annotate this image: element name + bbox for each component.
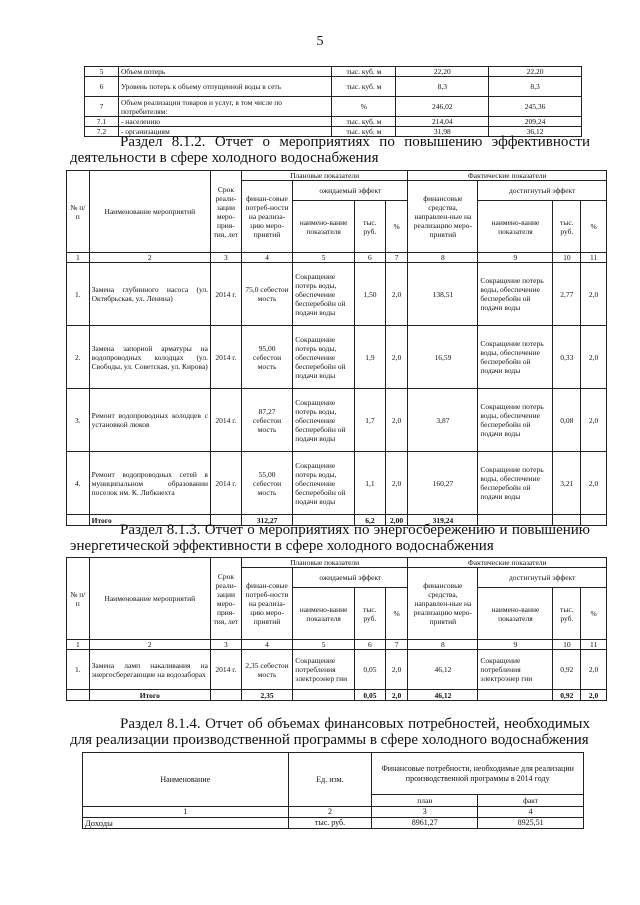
plan-indicator-name: Сокращение потерь воды, обеспечение бесперебойн ой подачи воды [293, 326, 355, 389]
name-header: Наименование [83, 753, 289, 807]
row-number: 4. [67, 452, 90, 515]
fact-effect-percent: 2,0 [581, 263, 607, 326]
total-number [67, 690, 90, 701]
total-row [67, 690, 607, 701]
fact-effect-percent: 2,0 [581, 650, 607, 690]
expected-effect-header: ожидаемый эффект [293, 568, 408, 588]
row-plan: 22,20 [396, 67, 489, 77]
row-plan: 31,98 [396, 127, 489, 137]
total-fact-financial: 46,12 [408, 690, 478, 701]
fact-financial-spent: 3,87 [408, 389, 478, 452]
fact-effect-percent: 2,0 [581, 326, 607, 389]
total-term [210, 690, 241, 701]
total-plan-financial: 312,27 [241, 515, 292, 526]
fact-effect-rub: 0,08 [553, 389, 581, 452]
fact-group-header: Фактические показатели [408, 171, 607, 181]
row-unit: % [332, 97, 396, 117]
fact-effect-rub: 0,33 [553, 326, 581, 389]
fact-indicator-name: Сокращение потерь воды, обеспечение бесперебойн ой подачи воды [478, 263, 553, 326]
table-row [67, 650, 607, 690]
plan-effect-rub: 1,1 [354, 452, 385, 515]
column-number: 4 [241, 640, 292, 650]
column-number: 7 [385, 253, 408, 263]
indicator-header: наимено-вание показателя [478, 201, 553, 253]
plan-effect-rub: 1,50 [354, 263, 385, 326]
section-title-line: Раздел 8.1.2. Отчет о мероприятиях по повышению эффективности [120, 134, 590, 150]
column-number: 2 [89, 253, 210, 263]
row-unit: тыс. куб. м [332, 77, 396, 97]
column-number: 2 [89, 640, 210, 650]
row-name: Доходы [83, 817, 289, 828]
table-row [85, 117, 582, 127]
achieved-effect-header: достигнутый эффект [478, 181, 607, 201]
fact-indicator-name: Сокращение потребления электроэнер гии [478, 650, 553, 690]
indicator-header: наимено-вание показателя [293, 201, 355, 253]
section-title-line: Раздел 8.1.4. Отчет об объемах финансовых потребностей, необходимых [120, 716, 590, 732]
plan-financial-need: 95,00 себестои мость [241, 326, 292, 389]
unit-header: Ед. изм. [288, 753, 372, 807]
row-number: 7.1 [85, 117, 119, 127]
column-number: 2 [288, 807, 372, 818]
col-name-header: Наименование мероприятий [89, 558, 210, 640]
rub-header: тыс. руб. [354, 588, 385, 640]
fact-indicator-name: Сокращение потерь воды, обеспечение бесперебойн ой подачи воды [478, 452, 553, 515]
percent-header: % [581, 201, 607, 253]
total-fact-indicator [478, 690, 553, 701]
column-number: 3 [210, 253, 241, 263]
column-number: 1 [67, 640, 90, 650]
indicator-header: наимено-вание показателя [293, 588, 355, 640]
fact-financial-spent: 138,51 [408, 263, 478, 326]
row-fact: 8,3 [489, 77, 582, 97]
page-number: 5 [316, 34, 324, 49]
plan-effect-rub: 1,7 [354, 389, 385, 452]
column-number: 1 [67, 253, 90, 263]
measure-term: 2014 г. [210, 389, 241, 452]
fact-effect-percent: 2,0 [581, 452, 607, 515]
total-plan-rub: 6,2 [354, 515, 385, 526]
measures-efficiency-table [66, 170, 607, 526]
section-title-line: для реализации производственной программы в сфере холодного водоснабжения [70, 732, 589, 748]
column-number: 1 [83, 807, 289, 818]
row-name: Объем потерь [118, 67, 332, 77]
plan-financial-need: 55,00 себестои мость [241, 452, 292, 515]
table-row [85, 97, 582, 117]
table-row [85, 77, 582, 97]
fact-indicator-name: Сокращение потерь воды, обеспечение бесперебойн ой подачи воды [478, 389, 553, 452]
row-number: 6 [85, 77, 119, 97]
table-row [67, 326, 607, 389]
column-number: 8 [408, 640, 478, 650]
percent-header: % [385, 201, 408, 253]
measure-name: Ремонт водопроводных сетей в муниципальном образовании поселок им. К. Либкнехта [89, 452, 210, 515]
table-row [67, 452, 607, 515]
total-label: Итого [89, 515, 210, 526]
section-title-line: деятельности в сфере холодного водоснабжения [70, 150, 379, 166]
fact-effect-percent: 2,0 [581, 389, 607, 452]
measure-term: 2014 г. [210, 650, 241, 690]
rub-header: тыс. руб. [553, 588, 581, 640]
row-unit: тыс. куб. м [332, 67, 396, 77]
row-fact: 36,12 [489, 127, 582, 137]
fact-fin-header: финансовые средства, направлен-ные на реализацию меро-приятий [408, 181, 478, 253]
needs-header: Финансовые потребности, необходимые для реализации производственной программы в 2014 году [372, 753, 584, 795]
row-number: 1. [67, 263, 90, 326]
section-title-line: энергетической эффективности в сфере холодного водоснабжения [70, 538, 494, 554]
fact-financial-spent: 16,59 [408, 326, 478, 389]
section-8-1-3-title [70, 522, 590, 554]
section-title-line: Раздел 8.1.3. Отчет о мероприятиях по энергосбережению и повышению [120, 522, 590, 538]
plan-fin-header: финан-совые потреб-ности на реализа-цию меро-приятий [241, 181, 292, 253]
total-plan-rub: 0,05 [354, 690, 385, 701]
column-number: 5 [293, 640, 355, 650]
column-number: 3 [210, 640, 241, 650]
column-number: 6 [354, 253, 385, 263]
column-number: 9 [478, 253, 553, 263]
row-unit: тыс. куб. м [332, 127, 396, 137]
fact-effect-rub: 3,21 [553, 452, 581, 515]
percent-header: % [581, 588, 607, 640]
column-number: 10 [553, 640, 581, 650]
plan-group-header: Плановые показатели [241, 558, 408, 568]
plan-indicator-name: Сокращение потребления электроэнер гии [293, 650, 355, 690]
measure-term: 2014 г. [210, 326, 241, 389]
plan-financial-need: 75,0 себестои мость [241, 263, 292, 326]
column-numbers-row [83, 807, 584, 818]
plan-indicator-name: Сокращение потерь воды, обеспечение бесперебойн ой подачи воды [293, 389, 355, 452]
table-row [83, 817, 584, 828]
achieved-effect-header: достигнутый эффект [478, 568, 607, 588]
indicator-header: наимено-вание показателя [478, 588, 553, 640]
column-number: 11 [581, 253, 607, 263]
fact-effect-rub: 0,92 [553, 650, 581, 690]
row-plan: 8961,27 [372, 817, 478, 828]
plan-financial-need: 87,27 себестои мость [241, 389, 292, 452]
plan-header: план [372, 795, 478, 807]
column-number: 10 [553, 253, 581, 263]
plan-indicator-name: Сокращение потерь воды, обеспечение бесперебойн ой подачи воды [293, 263, 355, 326]
row-number: 7 [85, 97, 119, 117]
row-plan: 214,04 [396, 117, 489, 127]
row-fact: 245,36 [489, 97, 582, 117]
expected-effect-header: ожидаемый эффект [293, 181, 408, 201]
total-fact-rub: 0,92 [553, 690, 581, 701]
financial-needs-table [82, 752, 584, 829]
total-plan-percent: 2,00 [385, 515, 408, 526]
plan-effect-percent: 2,0 [385, 650, 408, 690]
plan-effect-percent: 2,0 [385, 389, 408, 452]
fact-group-header: Фактические показатели [408, 558, 607, 568]
column-number: 4 [478, 807, 584, 818]
row-plan: 246,02 [396, 97, 489, 117]
row-name: Уровень потерь к объему отпущенной воды в сеть [118, 77, 332, 97]
total-fact-percent: 2,0 [581, 690, 607, 701]
column-number: 4 [241, 253, 292, 263]
percent-header: % [385, 588, 408, 640]
column-numbers-row [67, 253, 607, 263]
col-name-header: Наименование мероприятий [89, 171, 210, 253]
measure-name: Замена ламп накаливания на энергосберегающие на водозаборах [89, 650, 210, 690]
fact-fin-header: финансовые средства, направлен-ные на реализацию меро-приятий [408, 568, 478, 640]
column-number: 6 [354, 640, 385, 650]
row-number: 3. [67, 389, 90, 452]
rub-header: тыс. руб. [553, 201, 581, 253]
rub-header: тыс. руб. [354, 201, 385, 253]
measure-term: 2014 г. [210, 263, 241, 326]
plan-effect-rub: 0,05 [354, 650, 385, 690]
section-8-1-4-title [70, 716, 590, 748]
row-fact: 8925,51 [478, 817, 584, 828]
col-term-header: Срок реали-зации меро-прия-тия, лет [210, 171, 241, 253]
table-row [67, 263, 607, 326]
row-unit: тыс. руб. [288, 817, 372, 828]
column-number: 7 [385, 640, 408, 650]
column-number: 9 [478, 640, 553, 650]
top-table [84, 66, 582, 137]
row-number: 7.2 [85, 127, 119, 137]
col-term-header: Срок реали-зации меро-прия-тия, лет [210, 558, 241, 640]
total-label: Итого [89, 690, 210, 701]
plan-group-header: Плановые показатели [241, 171, 408, 181]
plan-effect-percent: 2,0 [385, 326, 408, 389]
plan-financial-need: 2,35 себестои мость [241, 650, 292, 690]
table-row [85, 67, 582, 77]
fact-header: факт [478, 795, 584, 807]
plan-indicator-name: Сокращение потерь воды, обеспечение бесперебойн ой подачи воды [293, 452, 355, 515]
fact-financial-spent: 46,12 [408, 650, 478, 690]
measures-energy-table [66, 557, 607, 701]
row-plan: 8,3 [396, 77, 489, 97]
row-fact: 22,20 [489, 67, 582, 77]
row-name: - населению [118, 117, 332, 127]
total-fact-financial: 319,24 [408, 515, 478, 526]
total-plan-percent: 2,0 [385, 690, 408, 701]
row-number: 2. [67, 326, 90, 389]
total-plan-financial: 2,35 [241, 690, 292, 701]
fact-indicator-name: Сокращение потерь воды, обеспечение бесперебойн ой подачи воды [478, 326, 553, 389]
measure-term: 2014 г. [210, 452, 241, 515]
column-numbers-row [67, 640, 607, 650]
column-number: 8 [408, 253, 478, 263]
row-unit: тыс. куб. м [332, 117, 396, 127]
row-fact: 209,24 [489, 117, 582, 127]
col-num-header: № п/п [67, 171, 90, 253]
total-plan-indicator [293, 690, 355, 701]
row-number: 5 [85, 67, 119, 77]
row-name: - организациям [118, 127, 332, 137]
plan-effect-percent: 2,0 [385, 452, 408, 515]
column-number: 3 [372, 807, 478, 818]
row-name: Объем реализации товаров и услуг, в том числе по потребителям: [118, 97, 332, 117]
table-row [67, 389, 607, 452]
fact-financial-spent: 160,27 [408, 452, 478, 515]
fact-effect-rub: 2,77 [553, 263, 581, 326]
col-num-header: № п/п [67, 558, 90, 640]
row-number: 1. [67, 650, 90, 690]
measure-name: Замена глубинного насоса (ул. Октябрьская, ул. Ленина) [89, 263, 210, 326]
measure-name: Замена запорной арматуры на водопроводных колодцах (ул. Свободы, ул. Советская, ул. Кирова) [89, 326, 210, 389]
plan-fin-header: финан-совые потреб-ности на реализа-цию меро-приятий [241, 568, 292, 640]
column-number: 11 [581, 640, 607, 650]
plan-effect-percent: 2,0 [385, 263, 408, 326]
plan-effect-rub: 1,9 [354, 326, 385, 389]
section-8-1-2-title [70, 134, 590, 166]
measure-name: Ремонт водопроводных колодцев с установкой люков [89, 389, 210, 452]
column-number: 5 [293, 253, 355, 263]
